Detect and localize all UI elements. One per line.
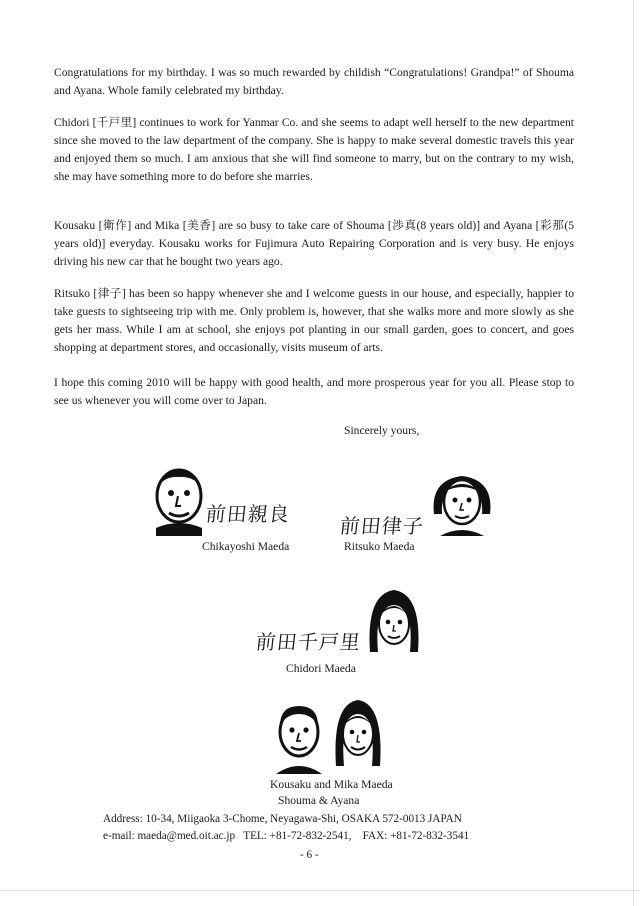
kousaku-portrait-icon [272, 702, 326, 774]
paragraph-chidori: Chidori [千戸里] continues to work for Yanmar Co. and she seems to adapt well herself to the new department since she moved to the law department of the company. She is happy to make several domestic travels this year and enjoyed them so much. I am anxious that she will find someone to marry, but on the contrary to my wish, she may have something more to do before she marries. [54, 116, 574, 183]
chidori-signature: 前田千戸里 [254, 630, 363, 654]
footer-address: Address: 10-34, Miigaoka 3-Chome, Neyagawa-Shi, OSAKA 572-0013 JAPAN [103, 813, 462, 825]
paragraph-kousaku: Kousaku [衛作] and Mika [美香] are so busy to take care of Shouma [渉真(8 years old)] and Ayana [彩那(5 years old)] everyday. Kousaku works for Fujimura Auto Repairing Corporation and is very busy. He enjoys driving his new car that he bought two years ago. [54, 219, 574, 268]
page-number: - 6 - [300, 849, 319, 861]
paragraph-birthday: Congratulations for my birthday. I was so much rewarded by childish “Congratulations! Grandpa!” of Shouma and Ayana. Whole family celebrated my birthday. [54, 66, 574, 97]
chidori-name: Chidori Maeda [286, 662, 356, 675]
children-name: Shouma & Ayana [278, 794, 360, 807]
scan-edge-bottom [0, 890, 640, 891]
chikayoshi-portrait-icon [150, 466, 208, 536]
paragraph-new-year: I hope this coming 2010 will be happy with good health, and more prosperous year for you all. Please stop to see us whenever you will come over to Japan. [54, 376, 574, 407]
closing-line: Sincerely yours, [344, 424, 420, 437]
ritsuko-name: Ritsuko Maeda [344, 540, 415, 553]
paragraph-ritsuko: Ritsuko [律子] has been so happy whenever she and I welcome guests in our house, and especially, happier to take guests to sightseeing trip with me. Only problem is, however, that she walks more and more slowly as she gets her mass. While I am at school, she enjoys pot planting in our small garden, goes to concert, and goes shopping at department stores, and occasionally, visits museum of arts. [54, 287, 574, 354]
ritsuko-signature: 前田律子 [338, 514, 426, 538]
mika-portrait-icon [332, 696, 384, 774]
chikayoshi-signature: 前田親良 [204, 502, 292, 526]
ritsuko-portrait-icon [428, 470, 496, 536]
chikayoshi-name: Chikayoshi Maeda [202, 540, 290, 553]
scan-edge-right [633, 0, 634, 906]
footer-contact: e-mail: maeda@med.oit.ac.jp TEL: +81-72-832-2541, FAX: +81-72-832-3541 [103, 830, 470, 842]
chidori-portrait-icon [366, 586, 422, 656]
kousaku-mika-name: Kousaku and Mika Maeda [270, 778, 393, 791]
